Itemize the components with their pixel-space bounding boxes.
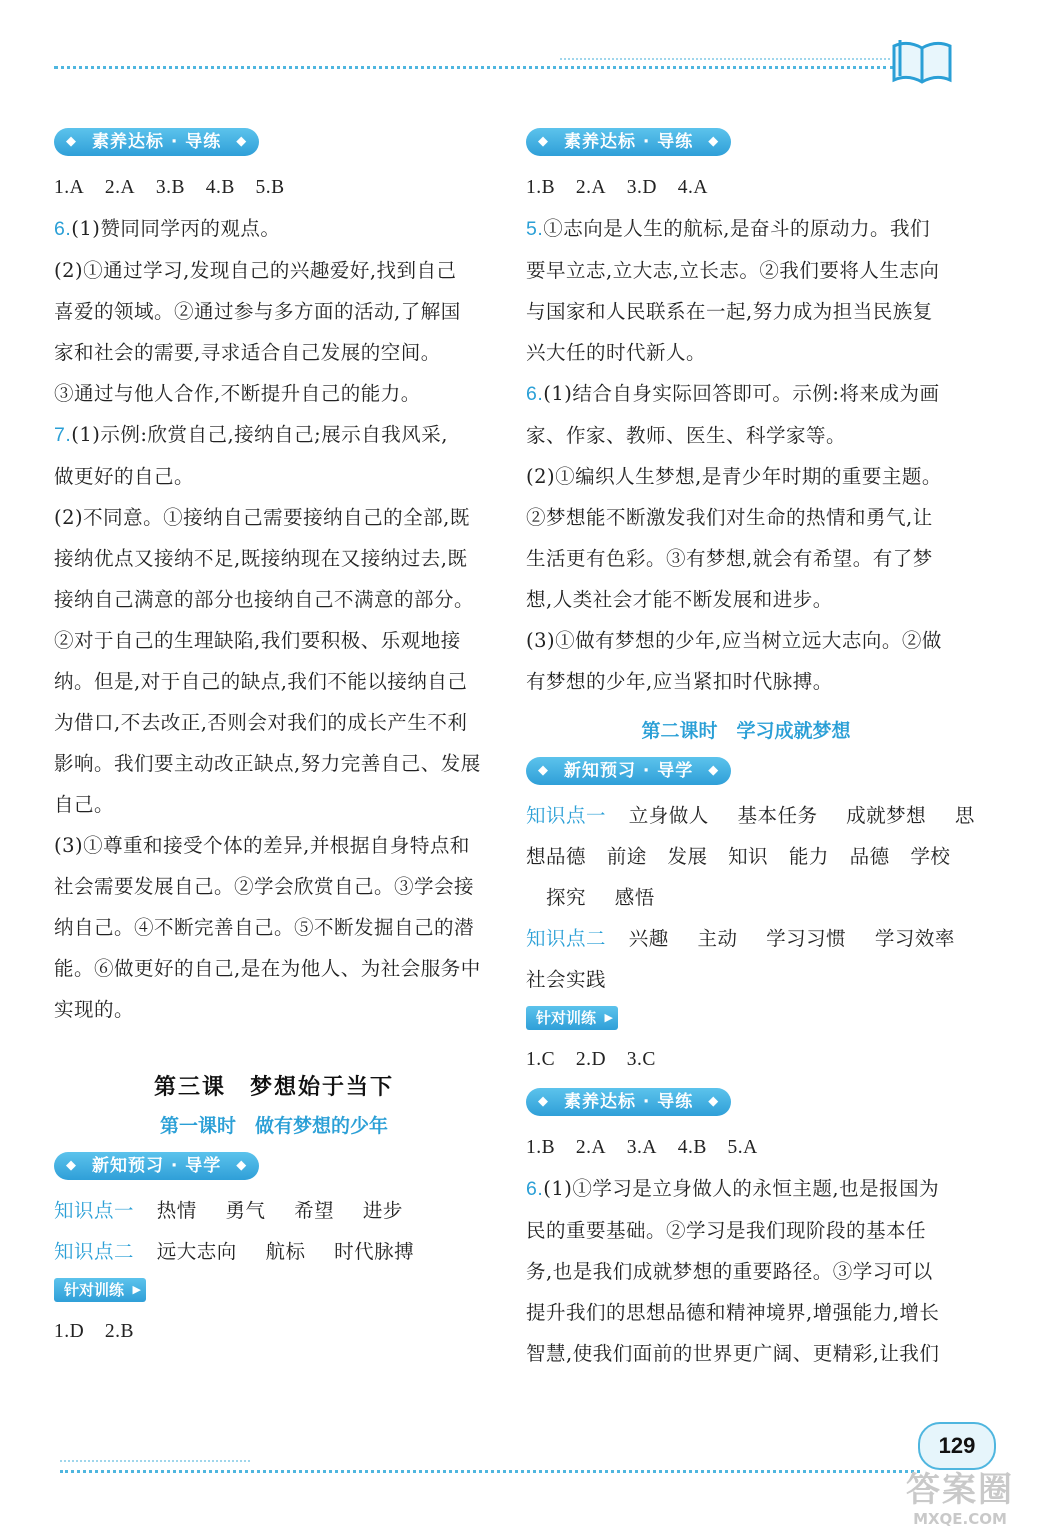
answer-line: 接纳自己满意的部分也接纳自己不满意的部分。 xyxy=(54,588,475,611)
answer-row xyxy=(54,1310,494,1352)
answer: 4.B xyxy=(677,1137,707,1158)
answer-line: ②梦想能不断激发我们对生命的热情和勇气,让 xyxy=(526,506,933,529)
answer-row xyxy=(526,1126,966,1168)
answer-line: (2)不同意。①接纳自己需要接纳自己的全部,既 xyxy=(54,506,470,529)
left-column xyxy=(54,128,494,1352)
answer-line: 提升我们的思想品德和精神境界,增强能力,增长 xyxy=(526,1301,940,1324)
section-badge: ◆ 新知预习 · 导学 ◆ xyxy=(526,757,731,785)
answer: 5.B xyxy=(255,177,285,198)
answer: 2.A xyxy=(575,177,607,198)
answer-line xyxy=(526,1168,966,1210)
answer-line: 家、作家、教师、医生、科学家等。 xyxy=(526,424,847,447)
footer-dotted-line-light xyxy=(60,1460,250,1462)
section-badge: ◆ 素养达标 · 导练 ◆ xyxy=(526,128,731,156)
question-number: 7. xyxy=(54,424,72,446)
answer: 4.A xyxy=(677,177,708,198)
knowledge-item: 想品德 xyxy=(526,845,587,868)
section-badge: ◆ 素养达标 · 导练 ◆ xyxy=(54,128,259,156)
knowledge-item: 兴趣 xyxy=(628,927,669,950)
knowledge-item: 发展 xyxy=(667,845,708,868)
answer-line: (3)①做有梦想的少年,应当树立远大志向。②做 xyxy=(526,629,942,652)
knowledge-item: 成就梦想 xyxy=(846,804,927,827)
answer: 1.D xyxy=(54,1321,85,1342)
knowledge-point-row xyxy=(54,1190,494,1231)
answer-line xyxy=(526,373,966,415)
knowledge-item: 时代脉搏 xyxy=(334,1240,415,1263)
answer-line: (2)①通过学习,发现自己的兴趣爱好,找到自己 xyxy=(54,259,457,282)
answer-line: 为借口,不去改正,否则会对我们的成长产生不利 xyxy=(54,711,468,734)
answer: 3.A xyxy=(626,1137,657,1158)
answer: 4.B xyxy=(205,177,235,198)
knowledge-item: 进步 xyxy=(362,1199,403,1222)
header-dotted-line xyxy=(54,66,894,79)
answer-line: 民的重要基础。②学习是我们现阶段的基本任 xyxy=(526,1219,927,1242)
knowledge-item: 学习效率 xyxy=(874,927,955,950)
answer: 3.B xyxy=(155,177,185,198)
knowledge-point-row xyxy=(526,795,975,836)
answer: 3.C xyxy=(626,1049,656,1070)
watermark-url: MXQE.COM xyxy=(913,1510,1007,1528)
answer-line: 影响。我们要主动改正缺点,努力完善自己、发展 xyxy=(54,752,481,775)
answer-line: 喜爱的领域。②通过参与多方面的活动,了解国 xyxy=(54,300,461,323)
section-badge: ◆ 新知预习 · 导学 ◆ xyxy=(54,1152,259,1180)
answer-line: 兴大任的时代新人。 xyxy=(526,341,707,364)
answer-line: 与国家和人民联系在一起,努力成为担当民族复 xyxy=(526,300,933,323)
answer-line: 纳。但是,对于自己的缺点,我们不能以接纳自己 xyxy=(54,670,468,693)
knowledge-item: 航标 xyxy=(265,1240,306,1263)
answer-line: 社会需要发展自己。②学会欣赏自己。③学会接 xyxy=(54,875,475,898)
knowledge-item: 知识 xyxy=(728,845,769,868)
knowledge-item: 能力 xyxy=(788,845,829,868)
lesson-title: 第三课 梦想始于当下 xyxy=(153,1074,394,1100)
answer-line: 家和社会的需要,寻求适合自己发展的空间。 xyxy=(54,341,441,364)
footer-dotted-line xyxy=(60,1470,920,1473)
knowledge-item: 远大志向 xyxy=(156,1240,237,1263)
answer-line: 智慧,使我们面前的世界更广阔、更精彩,让我们 xyxy=(526,1342,940,1365)
knowledge-item: 学校 xyxy=(910,845,951,868)
knowledge-item: 前途 xyxy=(606,845,647,868)
knowledge-point-row xyxy=(54,1231,494,1272)
knowledge-point-row xyxy=(526,836,966,877)
answer-line xyxy=(54,414,494,456)
answer-line: (2)①编织人生梦想,是青少年时期的重要主题。 xyxy=(526,465,942,488)
book-icon xyxy=(890,36,954,86)
section-badge: ◆ 素养达标 · 导练 ◆ xyxy=(526,1088,731,1116)
answer-row xyxy=(526,1038,966,1080)
knowledge-item: 希望 xyxy=(294,1199,335,1222)
answer: 5.A xyxy=(727,1137,758,1158)
answer-line xyxy=(526,208,966,250)
knowledge-item: 主动 xyxy=(697,927,738,950)
knowledge-item: 热情 xyxy=(156,1199,197,1222)
answer-row xyxy=(54,166,494,208)
answer: 1.B xyxy=(526,1137,556,1158)
answer: 1.B xyxy=(526,177,556,198)
answer-line: 接纳优点又接纳不足,既接纳现在又接纳过去,既 xyxy=(54,547,468,570)
knowledge-item: 立身做人 xyxy=(628,804,709,827)
answer-line: 有梦想的少年,应当紧扣时代脉搏。 xyxy=(526,670,833,693)
knowledge-point-row xyxy=(526,918,966,959)
answer: 1.A xyxy=(54,177,85,198)
answer-text: (1)赞同同学丙的观点。 xyxy=(71,217,281,240)
answer-row xyxy=(526,166,966,208)
answer-line: 自己。 xyxy=(54,793,115,816)
knowledge-point-label: 知识点二 xyxy=(526,927,607,950)
answer-text: (1)结合自身实际回答即可。示例:将来成为画 xyxy=(543,382,940,405)
practice-tag: 针对训练 ▶ xyxy=(526,1006,618,1030)
answer: 1.C xyxy=(526,1049,556,1070)
answer-line: ③通过与他人合作,不断提升自己的能力。 xyxy=(54,382,421,405)
question-number: 5. xyxy=(526,218,544,240)
answer: 2.A xyxy=(104,177,136,198)
answer-line: 纳自己。④不断完善自己。⑤不断发掘自己的潜 xyxy=(54,916,475,939)
knowledge-item: 基本任务 xyxy=(737,804,818,827)
answer: 2.A xyxy=(575,1137,607,1158)
practice-tag: 针对训练 ▶ xyxy=(54,1278,146,1302)
knowledge-item: 品德 xyxy=(849,845,890,868)
answer-line: 生活更有色彩。③有梦想,就会有希望。有了梦 xyxy=(526,547,933,570)
answer-text: 志向是人生的航标,是奋斗的原动力。我们 xyxy=(563,217,930,240)
knowledge-item: 探究 xyxy=(546,886,587,909)
answer-line: 做更好的自己。 xyxy=(54,465,195,488)
knowledge-point-row xyxy=(526,877,966,918)
answer-line: 实现的。 xyxy=(54,998,135,1021)
header-dotted-line-light xyxy=(560,58,890,66)
knowledge-point-row: 社会实践 xyxy=(526,968,607,991)
knowledge-item: 学习习惯 xyxy=(766,927,847,950)
page-number: 129 xyxy=(918,1422,996,1470)
watermark xyxy=(880,1470,1040,1530)
right-column xyxy=(526,128,975,1374)
answer-line: 务,也是我们成就梦想的重要路径。③学习可以 xyxy=(526,1260,933,1283)
knowledge-item: 思 xyxy=(954,804,975,827)
answer-line xyxy=(54,208,494,250)
watermark-title: 答案圈 xyxy=(906,1470,1014,1510)
answer-line: 能。⑥做更好的自己,是在为他人、为社会服务中 xyxy=(54,957,481,980)
knowledge-point-label: 知识点一 xyxy=(526,804,607,827)
knowledge-item: 勇气 xyxy=(225,1199,266,1222)
answer-line: 要早立志,立大志,立长志。②我们要将人生志向 xyxy=(526,259,940,282)
answer: 2.B xyxy=(104,1321,135,1342)
answer-line: ②对于自己的生理缺陷,我们要积极、乐观地接 xyxy=(54,629,461,652)
knowledge-point-label: 知识点一 xyxy=(54,1199,135,1222)
answer-line: 想,人类社会才能不断发展和进步。 xyxy=(526,588,833,611)
period-title: 第一课时 做有梦想的少年 xyxy=(159,1115,388,1137)
answer: 2.D xyxy=(575,1049,607,1070)
knowledge-item: 感悟 xyxy=(614,886,655,909)
answer: 3.D xyxy=(626,177,657,198)
question-number: 6. xyxy=(526,1178,544,1200)
answer-line: (3)①尊重和接受个体的差异,并根据自身特点和 xyxy=(54,834,470,857)
answer-text: (1)①学习是立身做人的永恒主题,也是报国为 xyxy=(543,1177,940,1200)
knowledge-point-label: 知识点二 xyxy=(54,1240,135,1263)
answer-marker: ① xyxy=(543,217,564,240)
period-title: 第二课时 学习成就梦想 xyxy=(641,720,851,742)
question-number: 6. xyxy=(54,218,72,240)
question-number: 6. xyxy=(526,383,544,405)
answer-text: (1)示例:欣赏自己,接纳自己;展示自我风采, xyxy=(71,423,448,446)
